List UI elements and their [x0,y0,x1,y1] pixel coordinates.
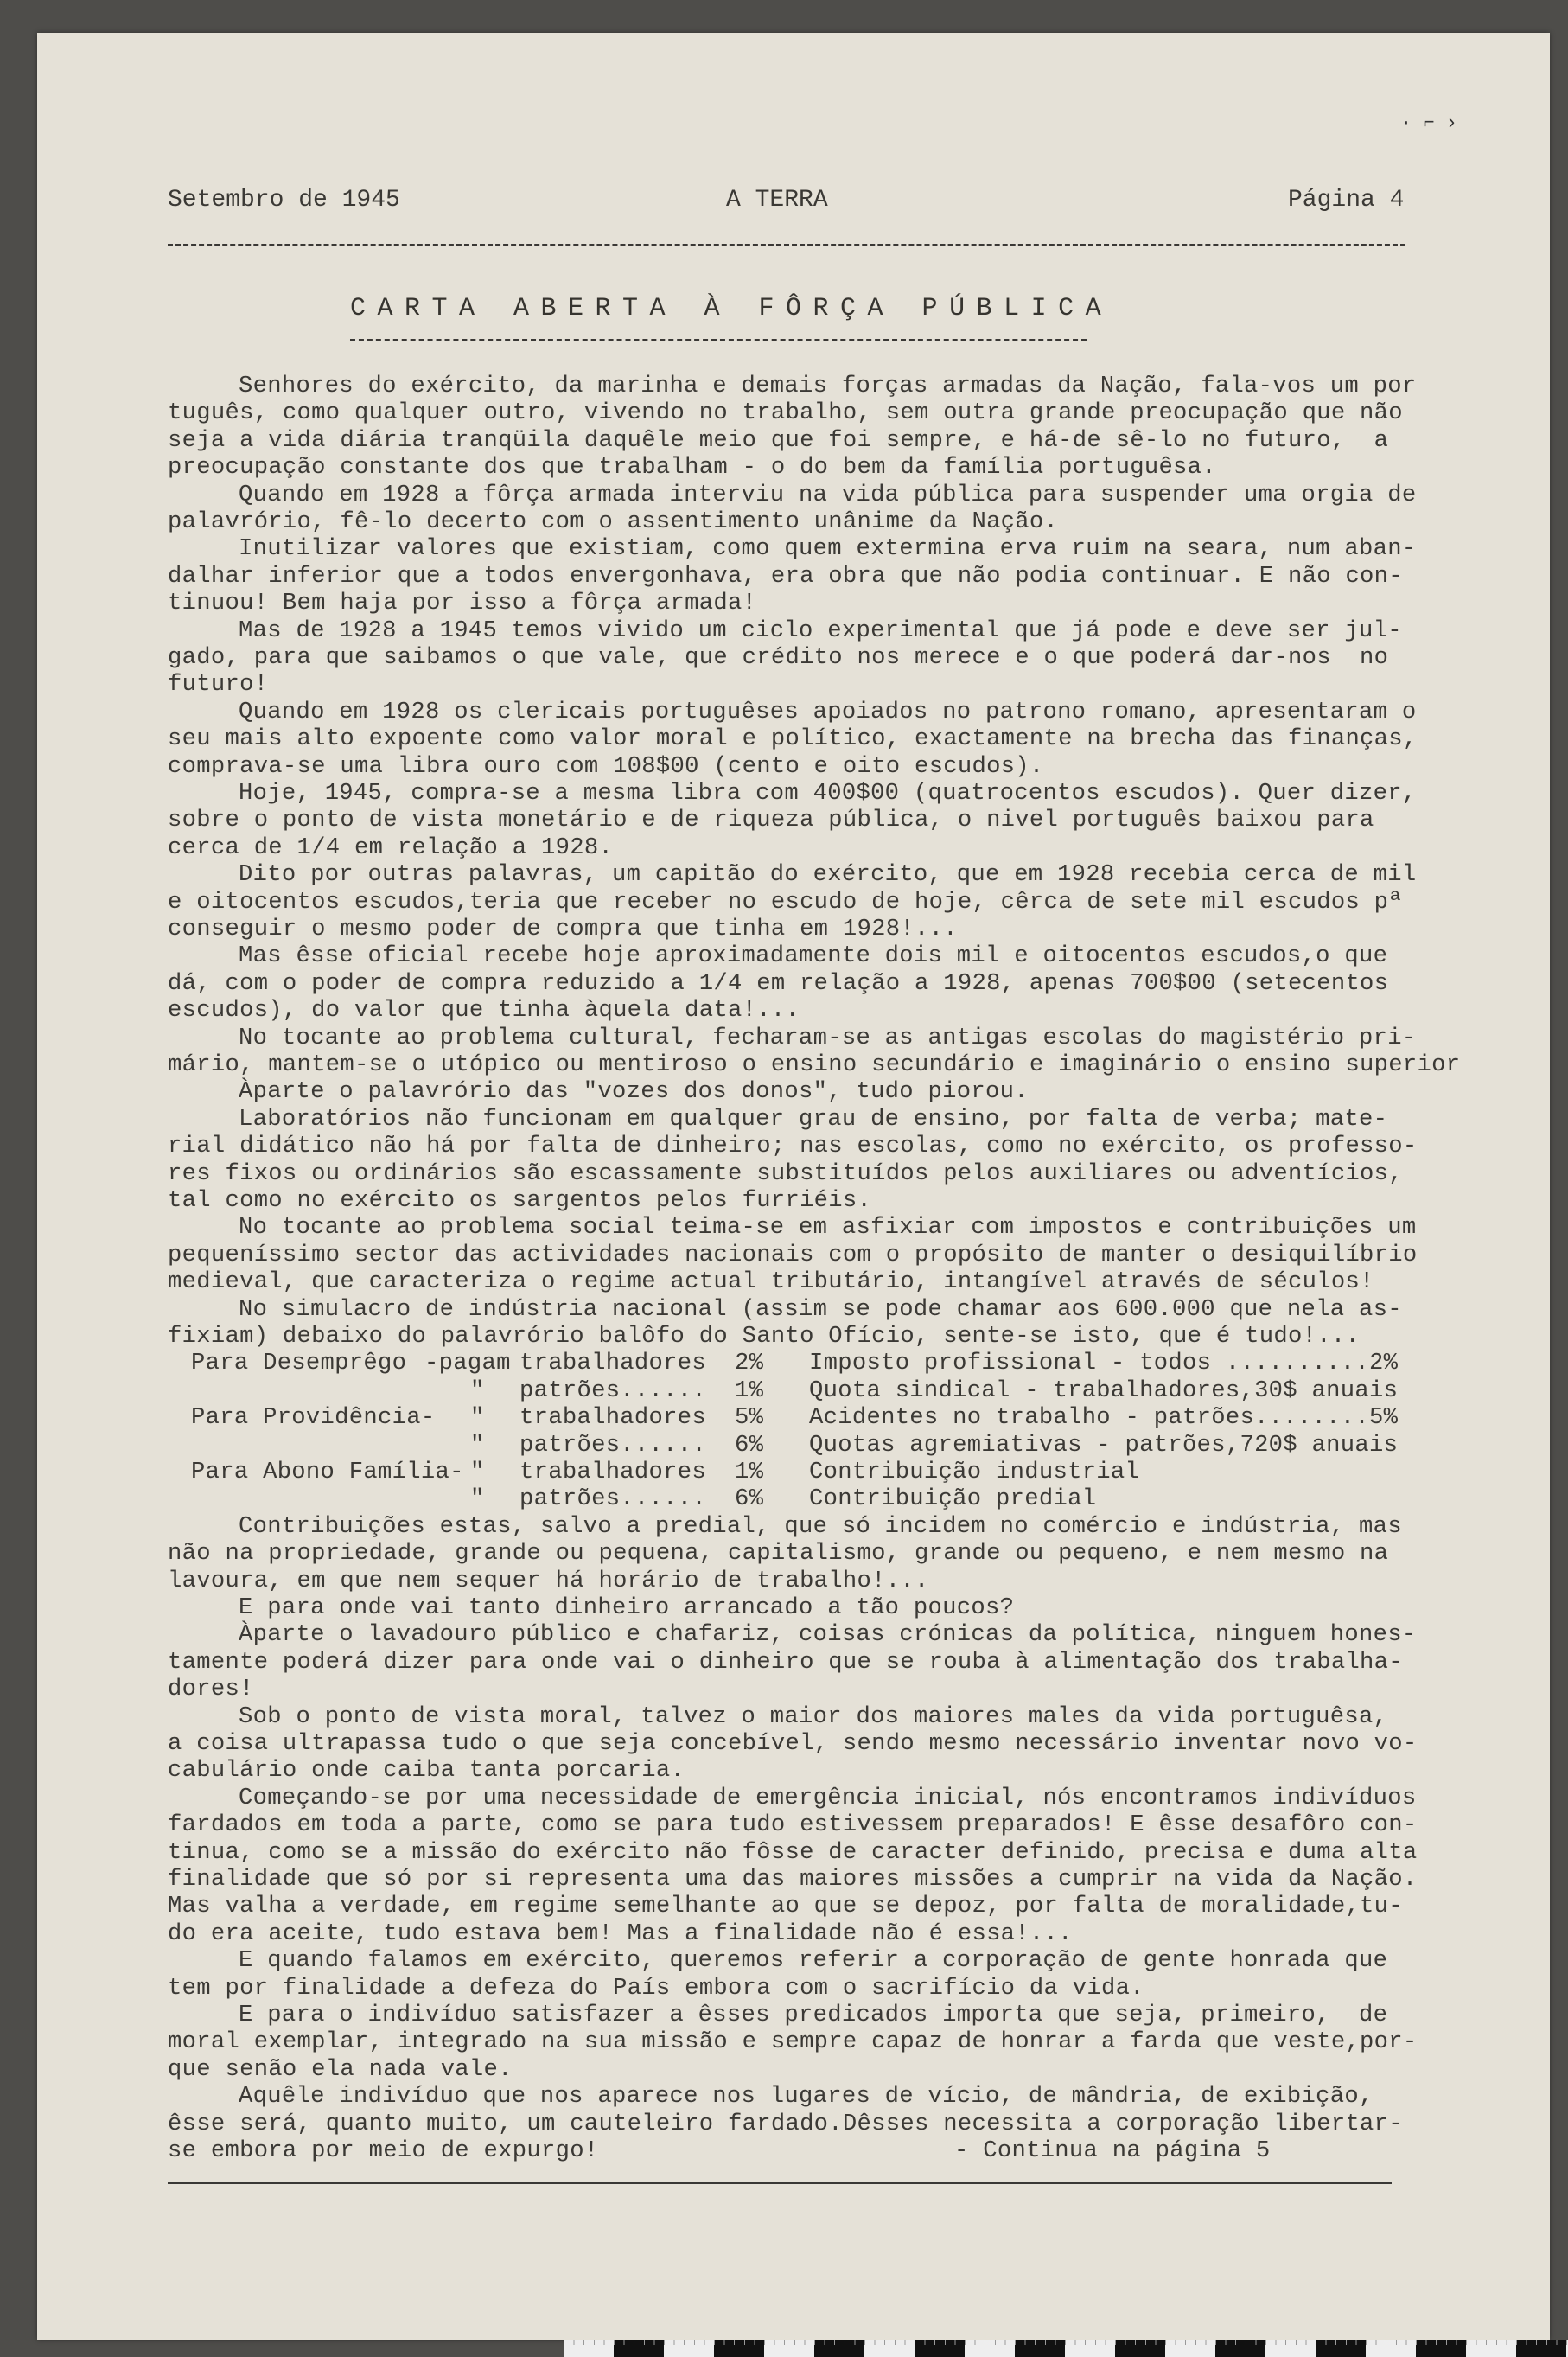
text-line: rial didático não há por falta de dinheiro; nas escolas, como no exército, os professo- [168,1133,1418,1160]
text-line: seu mais alto expoente como valor moral e político, exactamente na brecha das finanças, [168,725,1418,753]
continuation-note: - Continua na página 5 [954,2137,1271,2164]
text-line: cabulário onde caiba tanta porcaria. [168,1757,685,1785]
text-line: Inutilizar valores que existiam, como quem extermina erva ruim na seara, num aban- [239,535,1417,563]
text-line: dá, com o poder de compra reduzido a 1/4 em relação a 1928, apenas 700$00 (setecentos [168,969,1389,997]
table-cell-label: Para Providência- [191,1404,436,1432]
text-line: do era aceite, tudo estava bem! Mas a finalidade não é essa!... [168,1919,1073,1947]
table-cell-who: patrões...... [519,1377,706,1404]
table-cell-pct: 2% [735,1350,764,1377]
table-cell-who: trabalhadores [519,1459,706,1485]
text-line: E para o indivíduo satisfazer a êsses predicados importa que seja, primeiro, de [239,2002,1388,2028]
table-cell-right: Acidentes no trabalho - patrões........5% [809,1404,1399,1432]
text-line: tal como no exército os sargentos pelos furriéis. [168,1187,872,1214]
table-cell-who: trabalhadores [519,1404,706,1432]
text-line: Dito por outras palavras, um capitão do exército, que em 1928 recebia cerca de mil [239,861,1417,889]
header-page-number: Página 4 [1288,187,1405,214]
table-cell-right: Imposto profissional - todos ..........2% [809,1350,1399,1377]
text-line: escudos), do valor que tinha àquela data!... [168,997,800,1025]
text-line: res fixos ou ordinários são escassamente substituídos pelos auxiliares ou adventícios, [168,1159,1403,1187]
text-line: comprava-se uma libra ouro com 108$00 (cento e oito escudos). [168,752,1044,780]
text-line: a coisa ultrapassa tudo o que seja concebível, sendo mesmo necessário inventar novo vo- [168,1730,1418,1757]
text-line: medieval, que caracteriza o regime actual tributário, intangível através de séculos! [168,1268,1374,1296]
text-line: conseguir o mesmo poder de compra que tinha em 1928!... [168,916,958,942]
text-line: se embora por meio de expurgo! [168,2137,599,2164]
text-line: Mas valha a verdade, em regime semelhante ao que se depoz, por falta de moralidade,tu- [168,1893,1403,1920]
text-line: Sob o ponto de vista moral, talvez o maior dos maiores males da vida portuguêsa, [239,1702,1388,1730]
text-line: Hoje, 1945, compra-se a mesma libra com 400$00 (quatrocentos escudos). Quer dizer, [239,780,1417,807]
text-line: não na propriedade, grande ou pequena, capitalismo, grande ou pequeno, e nem mesmo na [168,1540,1389,1568]
text-line: tem por finalidade a defeza do País embora com o sacrifício da vida. [168,1974,1144,2002]
table-cell-pct: 6% [735,1431,764,1459]
table-cell-ditto: " [470,1459,485,1485]
table-cell-pct: 5% [735,1404,764,1432]
text-line: Quando em 1928 os clericais portuguêses apoiados no patrono romano, apresentaram o [239,698,1417,725]
ink-marks: · ⌐ › [1400,112,1458,134]
text-line: Àparte o lavadouro público e chafariz, coisas crónicas da política, ninguem hones- [239,1621,1417,1649]
table-cell-ditto: " [470,1485,485,1513]
text-line: dalhar inferior que a todos envergonhava, era obra que não podia continuar. E não con- [168,562,1403,590]
table-cell-label: Para Desemprêgo [191,1350,407,1377]
header-publication: A TERRA [726,187,828,214]
text-line: Senhores do exército, da marinha e demais forças armadas da Nação, fala-vos um por [239,373,1417,399]
text-line: futuro! [168,671,269,699]
text-line: No simulacro de indústria nacional (assim se pode chamar aos 600.000 que nela as- [239,1295,1402,1323]
table-cell-who: patrões...... [519,1485,706,1513]
table-cell-who: patrões...... [519,1431,706,1459]
text-line: lavoura, em que nem sequer há horário de trabalho!... [168,1567,929,1594]
table-cell-right: Contribuição predial [809,1485,1097,1513]
text-line: cerca de 1/4 em relação a 1928. [168,834,614,861]
text-line: Àparte o palavrório das "vozes dos donos", tudo piorou. [239,1078,1029,1106]
text-line: Mas êsse oficial recebe hoje aproximadamente dois mil e oitocentos escudos,o que [239,942,1388,970]
text-line: No tocante ao problema cultural, fecharam-se as antigas escolas do magistério pri- [239,1024,1417,1051]
text-line: e oitocentos escudos,teria que receber no escudo de hoje, cêrca de sete mil escudos pª [168,888,1403,916]
table-cell-label: Para Abono Família- [191,1459,464,1485]
text-line: Começando-se por uma necessidade de emergência inicial, nós encontramos indivíduos [239,1784,1417,1811]
text-line: tinua, como se a missão do exército não fôsse de caracter definido, precisa e duma alta [168,1838,1418,1866]
table-cell-verb: -pagam [424,1350,511,1377]
text-line: preocupação constante dos que trabalham - o do bem da família portuguêsa. [168,454,1216,482]
header-divider [168,244,1405,246]
text-line: E quando falamos em exército, queremos referir a corporação de gente honrada que [239,1947,1388,1975]
text-line: Mas de 1928 a 1945 temos vivido um ciclo experimental que já pode e deve ser jul- [239,616,1402,644]
table-cell-who: trabalhadores [519,1350,706,1377]
footer-divider [168,2182,1392,2184]
table-cell-right: Contribuição industrial [809,1459,1140,1485]
table-cell-pct: 1% [735,1459,764,1485]
table-cell-right: Quotas agremiativas - patrões,720$ anuais [809,1431,1399,1459]
text-line: tamente poderá dizer para onde vai o dinheiro que se rouba à alimentação dos trabalha- [168,1648,1403,1676]
text-line: êsse será, quanto muito, um cauteleiro fardado.Dêsses necessita a corporação libertar- [168,2110,1403,2137]
header-date: Setembro de 1945 [168,187,400,214]
text-line: fardados em toda a parte, como se para tudo estivessem preparados! E êsse desafôro con- [168,1811,1418,1839]
text-line: moral exemplar, integrado na sua missão e sempre capaz de honrar a farda que veste,por- [168,2028,1418,2056]
text-line: fixiam) debaixo do palavrório balôfo do Santo Ofício, sente-se isto, que é tudo!... [168,1323,1361,1350]
text-line: sobre o ponto de vista monetário e de riqueza pública, o nivel português baixou para [168,807,1374,834]
article-title: CARTA ABERTA À FÔRÇA PÚBLICA [350,294,1113,323]
text-line: mário, mantem-se o utópico ou mentiroso o ensino secundário e imaginário o ensino superior [168,1051,1461,1078]
text-line: pequeníssimo sector das actividades nacionais com o propósito de manter o desiquilíbrio [168,1241,1418,1268]
table-cell-pct: 6% [735,1485,764,1513]
table-cell-ditto: " [470,1377,485,1404]
text-line: Aquêle indivíduo que nos aparece nos lugares de vício, de mândria, de exibição, [239,2083,1374,2111]
text-line: dores! [168,1676,254,1703]
text-line: gado, para que saibamos o que vale, que crédito nos merece e o que poderá dar-nos no [168,644,1389,671]
table-cell-ditto: " [470,1431,485,1459]
table-cell-pct: 1% [735,1377,764,1404]
table-cell-ditto: " [470,1404,485,1432]
text-line: que senão ela nada vale. [168,2055,513,2083]
text-line: finalidade que só por si representa uma das maiores missões a cumprir na vida da Nação. [168,1866,1418,1893]
title-underline [350,339,1087,341]
text-line: seja a vida diária tranqüila daquêle meio que foi sempre, e há-de sê-lo no futuro, a [168,426,1389,454]
text-line: palavrório, fê-lo decerto com o assentimento unânime da Nação. [168,508,1059,535]
text-line: tinuou! Bem haja por isso a fôrça armada! [168,590,757,617]
text-line: E para onde vai tanto dinheiro arrancado a tão poucos? [239,1594,1015,1621]
text-line: Contribuições estas, salvo a predial, que só incidem no comércio e indústria, mas [239,1512,1402,1540]
scale-ruler [564,2340,1568,2357]
text-line: No tocante ao problema social teima-se em asfixiar com impostos e contribuições um [239,1214,1417,1242]
text-line: tuguês, como qualquer outro, vivendo no trabalho, sem outra grande preocupação que não [168,399,1403,427]
table-cell-right: Quota sindical - trabalhadores,30$ anuais [809,1377,1399,1404]
text-line: Quando em 1928 a fôrça armada interviu na vida pública para suspender uma orgia de [239,481,1417,508]
text-line: Laboratórios não funcionam em qualquer grau de ensino, por falta de verba; mate- [239,1105,1388,1133]
